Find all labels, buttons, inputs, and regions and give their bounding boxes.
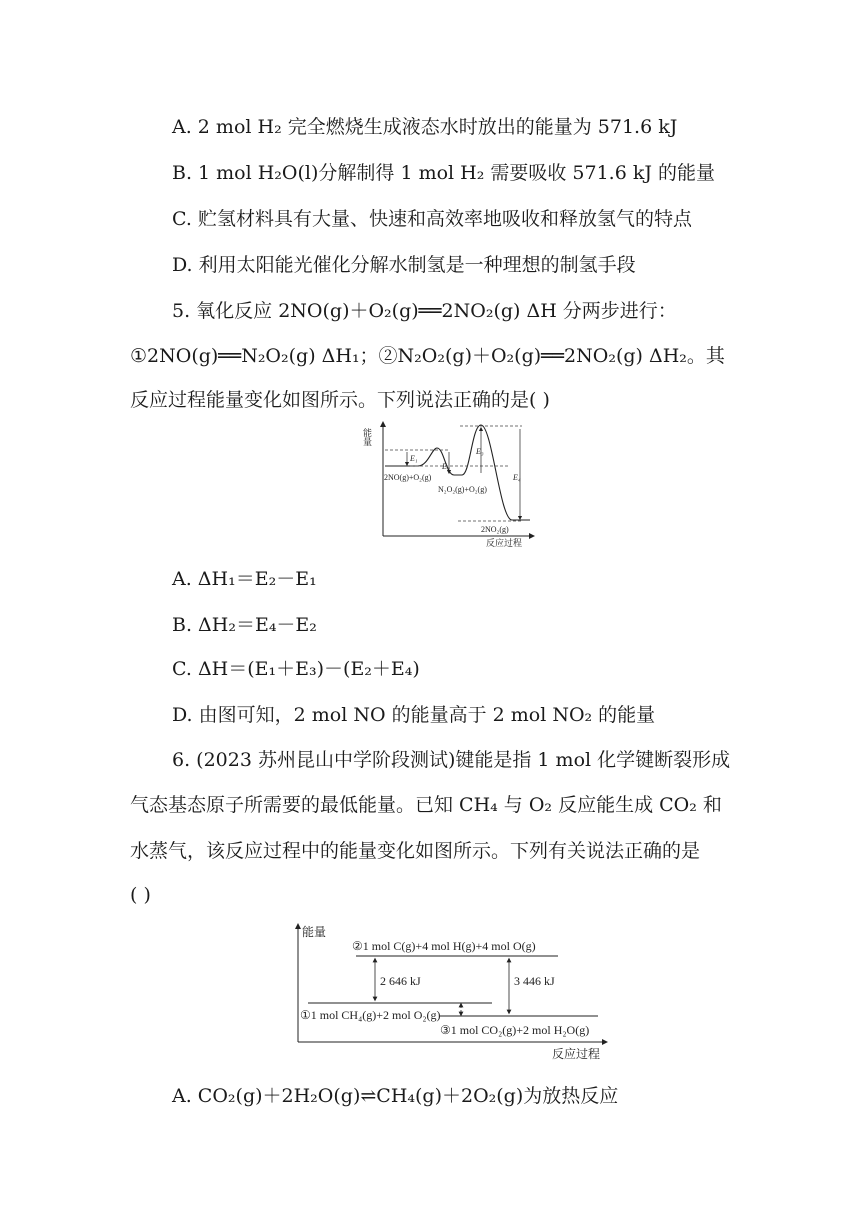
q5-stem-line2: ①2NO(g)══N₂O₂(g) ΔH₁；②N₂O₂(g)＋O₂(g)══2NO₂(g) ΔH₂。其 bbox=[130, 345, 725, 367]
q5-option-c: C. ΔH＝(E₁＋E₃)－(E₂＋E₄) bbox=[172, 658, 420, 680]
q6-top-level-label: ②1 mol C(g)+4 mol H(g)+4 mol O(g) bbox=[352, 939, 536, 953]
q6-left-gap-label: 2 646 kJ bbox=[380, 974, 421, 988]
q5-energy-diagram bbox=[350, 420, 540, 550]
q4-option-c: C. 贮氢材料具有大量、快速和高效率地吸收和释放氢气的特点 bbox=[172, 208, 692, 230]
q5-x-label: 反应过程 bbox=[486, 538, 523, 548]
q4-option-a: A. 2 mol H₂ 完全燃烧生成液态水时放出的能量为 571.6 kJ bbox=[172, 116, 678, 138]
q5-option-d: D. 由图可知，2 mol NO 的能量高于 2 mol NO₂ 的能量 bbox=[172, 704, 656, 726]
q5-option-a: A. ΔH₁＝E₂－E₁ bbox=[172, 568, 317, 590]
q6-option-a: A. CO₂(g)＋2H₂O(g)⇌CH₄(g)＋2O₂(g)为放热反应 bbox=[172, 1085, 619, 1107]
q6-level1-label: ①1 mol CH₄(g)+2 mol O₂(g) bbox=[300, 1008, 441, 1022]
q6-right-gap-label: 3 446 kJ bbox=[514, 974, 555, 988]
q5-e4-label: E₄ bbox=[513, 473, 521, 482]
q6-stem-line4: ( ) bbox=[130, 884, 151, 906]
q5-stem-line3: 反应过程能量变化如图所示。下列说法正确的是( ) bbox=[130, 389, 550, 411]
q5-level2-label: N₂O₂(g)+O₂(g) bbox=[438, 485, 487, 494]
q5-stem-line1: 5. 氧化反应 2NO(g)＋O₂(g)══2NO₂(g) ΔH 分两步进行： bbox=[172, 300, 677, 322]
q5-level3-label: 2NO₂(g) bbox=[481, 525, 509, 534]
q6-stem-line3: 水蒸气，该反应过程中的能量变化如图所示。下列有关说法正确的是 bbox=[130, 840, 701, 862]
q5-e1-label: E₁ bbox=[410, 454, 418, 463]
q6-x-label: 反应过程 bbox=[552, 1047, 601, 1061]
q6-energy-diagram bbox=[290, 920, 615, 1065]
q5-e2-label: E₂ bbox=[442, 462, 450, 471]
q4-option-d: D. 利用太阳能光催化分解水制氢是一种理想的制氢手段 bbox=[172, 254, 636, 276]
q4-option-b: B. 1 mol H₂O(l)分解制得 1 mol H₂ 需要吸收 571.6 kJ 的能量 bbox=[172, 162, 716, 184]
q6-y-label: 能量 bbox=[302, 925, 327, 939]
q5-e3-label: E₃ bbox=[476, 447, 484, 456]
q5-level1-label: 2NO(g)+O₂(g) bbox=[384, 473, 432, 482]
q6-level3-label: ③1 mol CO₂(g)+2 mol H₂O(g) bbox=[440, 1023, 590, 1037]
q6-stem-line2: 气态基态原子所需要的最低能量。已知 CH₄ 与 O₂ 反应能生成 CO₂ 和 bbox=[130, 794, 722, 816]
q5-y-label: 能量 bbox=[362, 428, 372, 446]
q5-option-b: B. ΔH₂＝E₄－E₂ bbox=[172, 614, 317, 636]
q6-stem-line1: 6. (2023 苏州昆山中学阶段测试)键能是指 1 mol 化学键断裂形成 bbox=[172, 749, 731, 771]
